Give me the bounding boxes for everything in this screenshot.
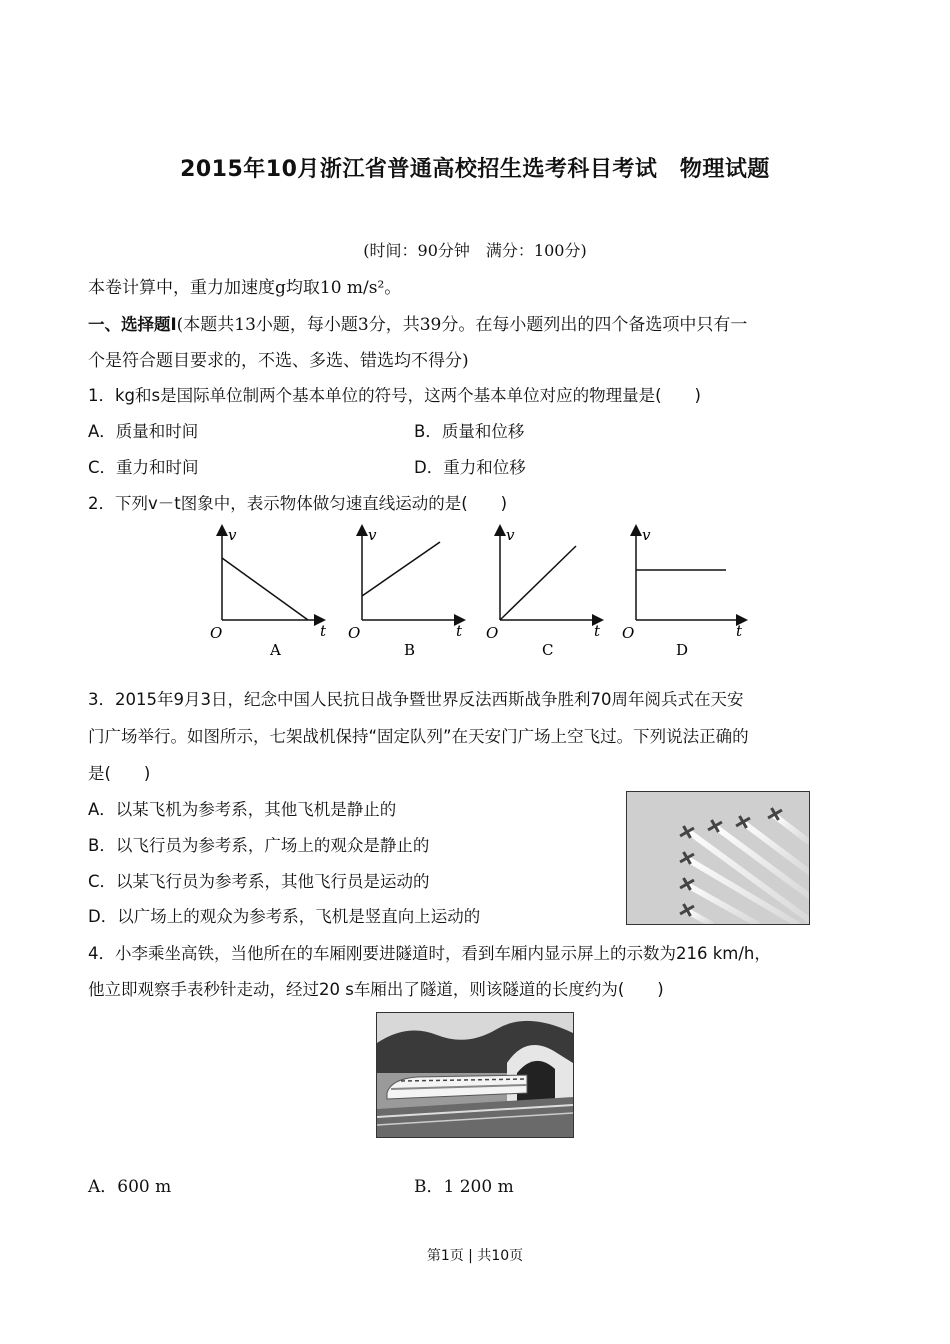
gravity-note: 本卷计算中，重力加速度g均取10 m/s²。 xyxy=(88,278,402,298)
graph-a-v-label: v xyxy=(228,526,237,544)
graph-a-t-label: t xyxy=(320,622,327,640)
graph-d xyxy=(622,526,743,659)
q4-stem-1: 4．小李乘坐高铁，当他所在的车厢刚要进隧道时，看到车厢内显示屏上的示数为216 km/h， xyxy=(88,944,771,963)
graph-b-line xyxy=(362,542,440,596)
q3-stem-1: 3．2015年9月3日，纪念中国人民抗日战争暨世界反法西斯战争胜利70周年阅兵式在天安 xyxy=(88,690,744,709)
exam-info: (时间：90分钟 满分：100分) xyxy=(363,241,587,260)
q1-option-a: A．质量和时间 xyxy=(88,422,199,441)
graph-c-origin: O xyxy=(486,624,499,642)
q3-stem-3: 是( ) xyxy=(88,764,151,783)
graph-d-origin: O xyxy=(622,624,635,642)
graph-b-label: B xyxy=(404,641,416,659)
graph-b-origin: O xyxy=(348,624,361,642)
graph-c-t-label: t xyxy=(594,622,601,640)
graph-d-label: D xyxy=(676,641,689,659)
page-footer: 第1页 | 共10页 xyxy=(426,1248,524,1264)
graph-a-origin: O xyxy=(210,624,223,642)
graph-b-v-label: v xyxy=(368,526,377,544)
q1-option-b: B．质量和位移 xyxy=(414,422,525,441)
fighter-jets-photo xyxy=(626,791,810,925)
graph-a xyxy=(210,526,327,659)
q3-stem-2: 门广场举行。如图所示，七架战机保持“固定队列”在天安门广场上空飞过。下列说法正确的 xyxy=(88,727,749,746)
q3-option-a: A．以某飞机为参考系，其他飞机是静止的 xyxy=(88,800,397,819)
section-desc-2: 个是符合题目要求的，不选、多选、错选均不得分) xyxy=(88,351,469,371)
graph-d-v-label: v xyxy=(642,526,651,544)
graph-a-label: A xyxy=(270,641,281,659)
q1-stem: 1．kg和s是国际单位制两个基本单位的符号，这两个基本单位对应的物理量是( ) xyxy=(88,386,701,405)
graph-c-v-label: v xyxy=(506,526,515,544)
section-heading: 一、选择题Ⅰ xyxy=(88,315,177,334)
page-title: 2015年10月浙江省普通高校招生选考科目考试 物理试题 xyxy=(180,157,770,182)
section-header xyxy=(88,310,747,335)
graph-b xyxy=(348,526,463,659)
train-tunnel-photo xyxy=(376,1012,574,1138)
graph-c xyxy=(486,526,601,659)
graph-c-label: C xyxy=(542,641,554,659)
q4-stem-2: 他立即观察手表秒针走动，经过20 s车厢出了隧道，则该隧道的长度约为( ) xyxy=(88,980,664,999)
graph-c-line xyxy=(500,546,576,620)
graph-d-t-label: t xyxy=(736,622,743,640)
q1-option-d: D．重力和位移 xyxy=(414,458,526,477)
q3-option-b: B．以飞行员为参考系，广场上的观众是静止的 xyxy=(88,836,430,855)
q3-option-d: D．以广场上的观众为参考系，飞机是竖直向上运动的 xyxy=(88,907,481,926)
section-desc-1: (本题共13小题，每小题3分，共39分。在每小题列出的四个备选项中只有一 xyxy=(176,315,748,335)
q4-option-b: B．1 200 m xyxy=(414,1177,514,1197)
q2-stem: 2．下列v－t图象中，表示物体做匀速直线运动的是( ) xyxy=(88,494,508,513)
train-illustration xyxy=(377,1013,573,1137)
graph-b-t-label: t xyxy=(456,622,463,640)
q1-option-c: C．重力和时间 xyxy=(88,458,199,477)
q3-option-c: C．以某飞行员为参考系，其他飞行员是运动的 xyxy=(88,872,430,891)
graph-a-line xyxy=(222,558,308,620)
q4-option-a: A．600 m xyxy=(88,1177,172,1197)
vt-graphs xyxy=(200,520,760,665)
jets-illustration xyxy=(627,792,809,924)
